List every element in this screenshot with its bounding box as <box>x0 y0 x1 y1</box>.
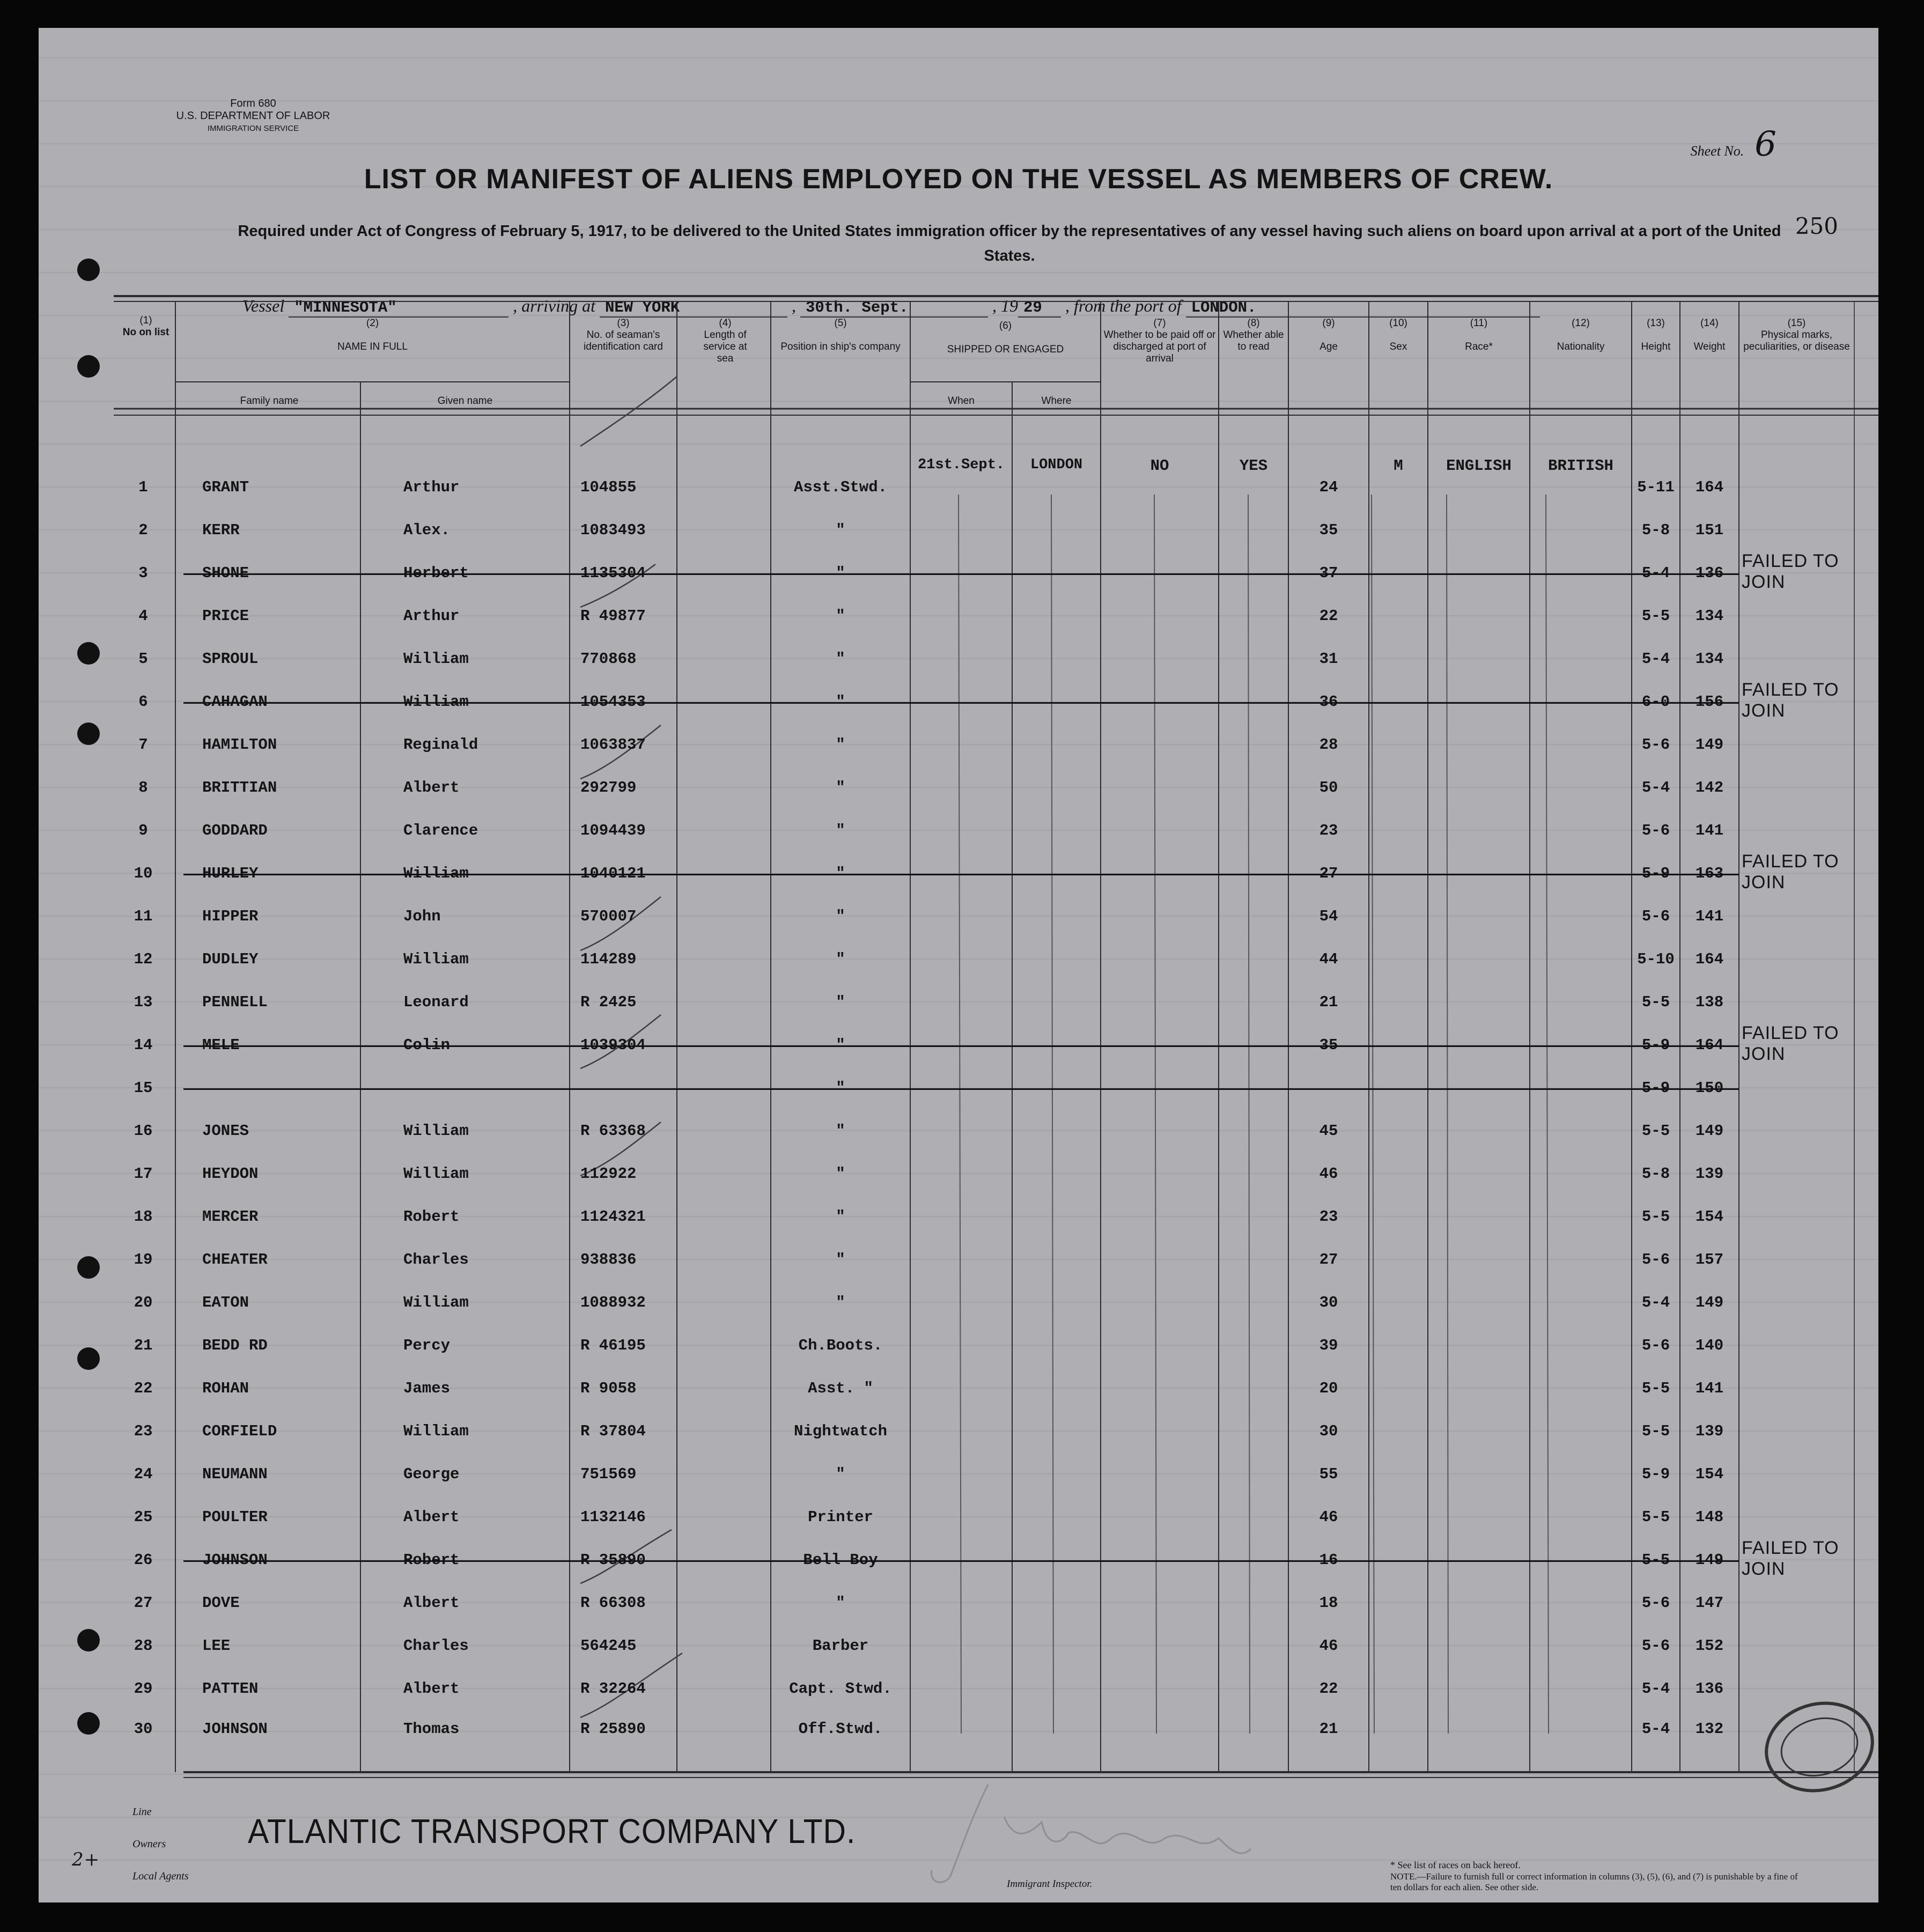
row-number: 7 <box>138 736 148 754</box>
age: 16 <box>1319 1551 1338 1569</box>
col1-header: (1) No on list <box>122 315 169 338</box>
id-card-number: R 46195 <box>580 1337 646 1354</box>
age: 35 <box>1319 1036 1338 1054</box>
family-name: ROHAN <box>202 1380 249 1397</box>
position: Printer <box>808 1508 873 1526</box>
id-card-number: R 63368 <box>580 1122 646 1140</box>
position: Capt. Stwd. <box>789 1680 892 1698</box>
given-name: William <box>403 1165 469 1183</box>
height: 5-9 <box>1641 1465 1670 1483</box>
weight: 141 <box>1695 1380 1724 1397</box>
family-name: BEDD RD <box>202 1337 268 1354</box>
family-name: EATON <box>202 1294 249 1311</box>
position: " <box>836 950 845 968</box>
given-name: Charles <box>403 1251 469 1269</box>
weight: 154 <box>1695 1465 1724 1483</box>
row-number: 28 <box>134 1637 153 1655</box>
height: 5-4 <box>1641 1680 1670 1698</box>
position: Bell Boy <box>803 1551 878 1569</box>
col12-header: (12) Nationality <box>1557 318 1605 352</box>
nationality: BRITISH <box>1548 457 1613 475</box>
age: 22 <box>1319 607 1338 625</box>
age: 35 <box>1319 521 1338 539</box>
height: 5-4 <box>1641 1294 1670 1311</box>
department: U.S. DEPARTMENT OF LABOR <box>176 110 330 122</box>
given-name: Charles <box>403 1637 469 1655</box>
position: " <box>836 1165 845 1183</box>
id-card-number: 1054353 <box>580 693 646 711</box>
remark-failed-to-join: FAILED TO JOIN <box>1742 680 1839 721</box>
weight: 132 <box>1695 1720 1724 1738</box>
weight: 141 <box>1695 822 1724 839</box>
weight: 150 <box>1695 1079 1724 1097</box>
vessel-name: "MINNESOTA" <box>289 299 508 318</box>
remark-failed-to-join: FAILED TO JOIN <box>1742 551 1839 592</box>
family-name: SPROUL <box>202 650 259 668</box>
col6b-header: Where <box>1041 395 1072 407</box>
position: " <box>836 865 845 882</box>
row-number: 24 <box>134 1465 153 1483</box>
given-name: Thomas <box>403 1720 460 1738</box>
age: 30 <box>1319 1294 1338 1311</box>
arrival-year: 29 <box>1018 299 1061 318</box>
weight: 134 <box>1695 607 1724 625</box>
row-number: 25 <box>134 1508 153 1526</box>
id-card-number: R 9058 <box>580 1380 637 1397</box>
id-card-number: 1088932 <box>580 1294 646 1311</box>
id-card-number: 112922 <box>580 1165 637 1183</box>
row-number: 26 <box>134 1551 153 1569</box>
family-name: BRITTIAN <box>202 779 277 797</box>
weight: 164 <box>1695 478 1724 496</box>
position: " <box>836 693 845 711</box>
weight: 134 <box>1695 650 1724 668</box>
age: 23 <box>1319 1208 1338 1226</box>
stamp-number: 250 <box>1795 213 1838 239</box>
margin-mark: 2+ <box>72 1849 100 1870</box>
position: " <box>836 736 845 754</box>
sex: M <box>1394 457 1403 475</box>
family-name: PATTEN <box>202 1680 259 1698</box>
family-name: MERCER <box>202 1208 259 1226</box>
id-card-number: R 35890 <box>580 1551 646 1569</box>
col14-header: (14) Weight <box>1693 318 1726 352</box>
weight: 149 <box>1695 736 1724 754</box>
given-name: William <box>403 950 469 968</box>
arrival-date: 30th. Sept. <box>800 299 988 318</box>
family-name: CHEATER <box>202 1251 268 1269</box>
position: Ch.Boots. <box>798 1337 883 1354</box>
arrival-port: NEW YORK <box>600 299 787 318</box>
row-number: 13 <box>134 993 153 1011</box>
given-name: Arthur <box>403 478 460 496</box>
id-card-number: 1135304 <box>580 564 646 582</box>
strike-line <box>183 1045 1739 1047</box>
company-stamp: ATLANTIC TRANSPORT COMPANY LTD. <box>248 1812 856 1850</box>
family-name: HEYDON <box>202 1165 259 1183</box>
position: Asst. " <box>808 1380 873 1397</box>
height: 5-5 <box>1641 1208 1670 1226</box>
height: 5-8 <box>1641 521 1670 539</box>
height: 5-5 <box>1641 993 1670 1011</box>
col6a-header: When <box>948 395 975 407</box>
age: 22 <box>1319 1680 1338 1698</box>
height: 5-4 <box>1641 779 1670 797</box>
strike-line <box>183 874 1739 875</box>
given-name: Albert <box>403 779 460 797</box>
family-name: CORFIELD <box>202 1422 277 1440</box>
position: " <box>836 650 845 668</box>
height: 5-6 <box>1641 736 1670 754</box>
age: 45 <box>1319 1122 1338 1140</box>
weight: 151 <box>1695 521 1724 539</box>
position: Barber <box>812 1637 869 1655</box>
age: 46 <box>1319 1637 1338 1655</box>
row-number: 9 <box>138 822 148 839</box>
height: 6-0 <box>1641 693 1670 711</box>
row-number: 8 <box>138 779 148 797</box>
given-name: Herbert <box>403 564 469 582</box>
given-name: Percy <box>403 1337 451 1354</box>
weight: 141 <box>1695 908 1724 925</box>
given-name: George <box>403 1465 460 1483</box>
manifest-sheet <box>39 28 1878 1902</box>
position: " <box>836 1208 845 1226</box>
given-name: William <box>403 1294 469 1311</box>
given-name: Reginald <box>403 736 478 754</box>
age: 20 <box>1319 1380 1338 1397</box>
family-name: JOHNSON <box>202 1720 268 1738</box>
height: 5-11 <box>1637 478 1675 496</box>
row-number: 15 <box>134 1079 153 1097</box>
height: 5-6 <box>1641 1637 1670 1655</box>
age: 55 <box>1319 1465 1338 1483</box>
height: 5-4 <box>1641 1720 1670 1738</box>
id-card-number: R 25890 <box>580 1720 646 1738</box>
weight: 136 <box>1695 564 1724 582</box>
age: 23 <box>1319 822 1338 839</box>
family-name: HAMILTON <box>202 736 277 754</box>
height: 5-5 <box>1641 607 1670 625</box>
col3-header: (3) No. of seaman's identification card <box>584 318 663 352</box>
id-card-number: R 49877 <box>580 607 646 625</box>
col7-header: (7) Whether to be paid off or discharged at port of arrival <box>1103 318 1216 364</box>
weight: 163 <box>1695 865 1724 882</box>
position: " <box>836 822 845 839</box>
height: 5-6 <box>1641 1594 1670 1612</box>
row-number: 5 <box>138 650 148 668</box>
row-number: 22 <box>134 1380 153 1397</box>
age: 18 <box>1319 1594 1338 1612</box>
able-to-read: YES <box>1239 457 1268 475</box>
paid-off: NO <box>1150 457 1169 475</box>
id-card-number: 770868 <box>580 650 637 668</box>
id-card-number: R 32264 <box>580 1680 646 1698</box>
race: ENGLISH <box>1446 457 1512 475</box>
weight: 154 <box>1695 1208 1724 1226</box>
height: 5-6 <box>1641 1251 1670 1269</box>
weight: 148 <box>1695 1508 1724 1526</box>
height: 5-5 <box>1641 1422 1670 1440</box>
row-number: 29 <box>134 1680 153 1698</box>
given-name: Clarence <box>403 822 478 839</box>
id-card-number: 104855 <box>580 478 637 496</box>
family-name: NEUMANN <box>202 1465 268 1483</box>
weight: 139 <box>1695 1165 1724 1183</box>
row-number: 21 <box>134 1337 153 1354</box>
position: Asst.Stwd. <box>793 478 888 496</box>
family-name: GODDARD <box>202 822 268 839</box>
position: " <box>836 607 845 625</box>
age: 24 <box>1319 478 1338 496</box>
row-number: 30 <box>134 1720 153 1738</box>
strike-line <box>183 702 1739 704</box>
document-subtitle: Required under Act of Congress of February 5, 1917, to be delivered to the United States immigration officer by the representatives of any vessel having such aliens on board upon arrival at a port of the United States. <box>238 223 1781 264</box>
height: 5-5 <box>1641 1551 1670 1569</box>
weight: 164 <box>1695 1036 1724 1054</box>
legal-note: NOTE.—Failure to furnish full or correct information in columns (3), (5), (6), and (7) is punishable by a fine of ten dollars for each alien. See other side. <box>1390 1871 1798 1892</box>
height: 5-9 <box>1641 1036 1670 1054</box>
height: 5-4 <box>1641 650 1670 668</box>
family-name: CAHAGAN <box>202 693 268 711</box>
shipped-when: 21st.Sept. <box>917 457 1005 473</box>
family-name: KERR <box>202 521 240 539</box>
id-card-number: 751569 <box>580 1465 637 1483</box>
row-number: 1 <box>138 478 148 496</box>
family-name: PRICE <box>202 607 249 625</box>
id-card-number: R 2425 <box>580 993 637 1011</box>
row-number: 18 <box>134 1208 153 1226</box>
col11-header: (11) Race* <box>1465 318 1493 352</box>
row-number: 10 <box>134 865 153 882</box>
remark-failed-to-join: FAILED TO JOIN <box>1742 1023 1839 1064</box>
col2a-header: Family name <box>240 395 299 407</box>
race-footnote: * See list of races on back hereof. <box>1390 1860 1521 1870</box>
position: " <box>836 1594 845 1612</box>
id-card-number: 1083493 <box>580 521 646 539</box>
id-card-number: 1124321 <box>580 1208 646 1226</box>
col13-header: (13) Height <box>1641 318 1671 352</box>
col6-header: (6) SHIPPED OR ENGAGED <box>947 320 1064 355</box>
id-card-number: R 66308 <box>580 1594 646 1612</box>
given-name: William <box>403 865 469 882</box>
shipped-where: LONDON <box>1030 457 1083 473</box>
given-name: William <box>403 693 469 711</box>
age: 44 <box>1319 950 1338 968</box>
owners-label: Owners <box>132 1838 166 1850</box>
age: 21 <box>1319 993 1338 1011</box>
given-name: Colin <box>403 1036 451 1054</box>
inspector-signature <box>908 1768 1294 1897</box>
position: Off.Stwd. <box>798 1720 883 1738</box>
row-number: 16 <box>134 1122 153 1140</box>
row-number: 23 <box>134 1422 153 1440</box>
row-number: 20 <box>134 1294 153 1311</box>
row-number: 6 <box>138 693 148 711</box>
age: 21 <box>1319 1720 1338 1738</box>
given-name: Leonard <box>403 993 469 1011</box>
sheet-number: 6 <box>1755 124 1776 164</box>
family-name: SHONE <box>202 564 249 582</box>
form-number: Form 680 <box>230 98 276 109</box>
weight: 139 <box>1695 1422 1724 1440</box>
given-name: Alex. <box>403 521 451 539</box>
height: 5-10 <box>1637 950 1675 968</box>
strike-line <box>183 573 1739 575</box>
height: 5-6 <box>1641 822 1670 839</box>
id-card-number: 564245 <box>580 1637 637 1655</box>
position: " <box>836 1294 845 1311</box>
given-name: William <box>403 650 469 668</box>
weight: 157 <box>1695 1251 1724 1269</box>
remark-failed-to-join: FAILED TO JOIN <box>1742 1538 1839 1579</box>
remark-failed-to-join: FAILED TO JOIN <box>1742 851 1839 893</box>
id-card-number: 1039304 <box>580 1036 646 1054</box>
given-name: Albert <box>403 1508 460 1526</box>
col2b-header: Given name <box>437 395 493 407</box>
col4-header: (4) Length of service at sea <box>703 318 747 364</box>
row-number: 4 <box>138 607 148 625</box>
strike-line <box>183 1088 1739 1090</box>
height: 5-4 <box>1641 564 1670 582</box>
id-card-number: 1094439 <box>580 822 646 839</box>
id-card-number: 1063837 <box>580 736 646 754</box>
given-name: Albert <box>403 1594 460 1612</box>
row-number: 3 <box>138 564 148 582</box>
family-name: LEE <box>202 1637 231 1655</box>
position: Nightwatch <box>793 1422 888 1440</box>
departure-port: LONDON. <box>1186 299 1540 318</box>
height: 5-5 <box>1641 1122 1670 1140</box>
height: 5-5 <box>1641 1380 1670 1397</box>
line-label: Line <box>132 1806 152 1818</box>
family-name: DOVE <box>202 1594 240 1612</box>
height: 5-8 <box>1641 1165 1670 1183</box>
weight: 149 <box>1695 1294 1724 1311</box>
given-name: William <box>403 1422 469 1440</box>
sheet-label: Sheet No. <box>1690 143 1744 159</box>
weight: 142 <box>1695 779 1724 797</box>
given-name: John <box>403 908 441 925</box>
given-name: Albert <box>403 1680 460 1698</box>
weight: 147 <box>1695 1594 1724 1612</box>
height: 5-9 <box>1641 1079 1670 1097</box>
position: " <box>836 993 845 1011</box>
id-card-number: 938836 <box>580 1251 637 1269</box>
family-name: HURLEY <box>202 865 259 882</box>
col10-header: (10) Sex <box>1389 318 1407 352</box>
age: 27 <box>1319 865 1338 882</box>
family-name: HIPPER <box>202 908 259 925</box>
row-number: 27 <box>134 1594 153 1612</box>
weight: 149 <box>1695 1122 1724 1140</box>
age: 50 <box>1319 779 1338 797</box>
id-card-number: 1040121 <box>580 865 646 882</box>
age: 46 <box>1319 1508 1338 1526</box>
age: 39 <box>1319 1337 1338 1354</box>
age: 54 <box>1319 908 1338 925</box>
position: " <box>836 779 845 797</box>
col8-header: (8) Whether able to read <box>1223 318 1284 352</box>
col2-header: (2) NAME IN FULL <box>337 318 408 352</box>
col5-header: (5) Position in ship's company <box>780 318 901 352</box>
position: " <box>836 521 845 539</box>
family-name: DUDLEY <box>202 950 259 968</box>
weight: 164 <box>1695 950 1724 968</box>
position: " <box>836 564 845 582</box>
family-name: JOHNSON <box>202 1551 268 1569</box>
given-name: Robert <box>403 1208 460 1226</box>
id-card-number: 292799 <box>580 779 637 797</box>
given-name: Arthur <box>403 607 460 625</box>
weight: 136 <box>1695 1680 1724 1698</box>
row-number: 12 <box>134 950 153 968</box>
given-name: James <box>403 1380 451 1397</box>
age: 30 <box>1319 1422 1338 1440</box>
row-number: 14 <box>134 1036 153 1054</box>
family-name: GRANT <box>202 478 249 496</box>
family-name: JONES <box>202 1122 249 1140</box>
id-card-number: 570007 <box>580 908 637 925</box>
id-card-number: R 37804 <box>580 1422 646 1440</box>
weight: 152 <box>1695 1637 1724 1655</box>
given-name: William <box>403 1122 469 1140</box>
position: " <box>836 1465 845 1483</box>
age: 31 <box>1319 650 1338 668</box>
age: 27 <box>1319 1251 1338 1269</box>
weight: 138 <box>1695 993 1724 1011</box>
age: 46 <box>1319 1165 1338 1183</box>
family-name: PENNELL <box>202 993 268 1011</box>
family-name: POULTER <box>202 1508 268 1526</box>
position: " <box>836 1122 845 1140</box>
col15-header: (15) Physical marks, peculiarities, or disease <box>1743 318 1850 352</box>
weight: 140 <box>1695 1337 1724 1354</box>
vessel-line: Vessel "MINNESOTA" , arriving at NEW YORK , 30th. Sept. , 19 29 , from the port of LONDON. <box>242 296 1540 318</box>
height: 5-6 <box>1641 1337 1670 1354</box>
family-name: MELE <box>202 1036 240 1054</box>
office-stamp <box>1760 1696 1884 1803</box>
row-number: 11 <box>134 908 153 925</box>
position: " <box>836 1036 845 1054</box>
weight: 149 <box>1695 1551 1724 1569</box>
row-number: 17 <box>134 1165 153 1183</box>
strike-line <box>183 1560 1739 1562</box>
agents-label: Local Agents <box>132 1870 189 1882</box>
height: 5-5 <box>1641 1508 1670 1526</box>
position: " <box>836 1251 845 1269</box>
row-number: 19 <box>134 1251 153 1269</box>
height: 5-6 <box>1641 908 1670 925</box>
age: 36 <box>1319 693 1338 711</box>
inspector-label: Immigrant Inspector. <box>1007 1878 1093 1890</box>
weight: 156 <box>1695 693 1724 711</box>
id-card-number: 114289 <box>580 950 637 968</box>
given-name: Robert <box>403 1551 460 1569</box>
age: 28 <box>1319 736 1338 754</box>
row-number: 2 <box>138 521 148 539</box>
position: " <box>836 1079 845 1097</box>
age: 37 <box>1319 564 1338 582</box>
service: IMMIGRATION SERVICE <box>207 124 299 133</box>
id-card-number: 1132146 <box>580 1508 646 1526</box>
document-title: LIST OR MANIFEST OF ALIENS EMPLOYED ON THE VESSEL AS MEMBERS OF CREW. <box>364 164 1553 195</box>
position: " <box>836 908 845 925</box>
col9-header: (9) Age <box>1319 318 1338 352</box>
height: 5-9 <box>1641 865 1670 882</box>
